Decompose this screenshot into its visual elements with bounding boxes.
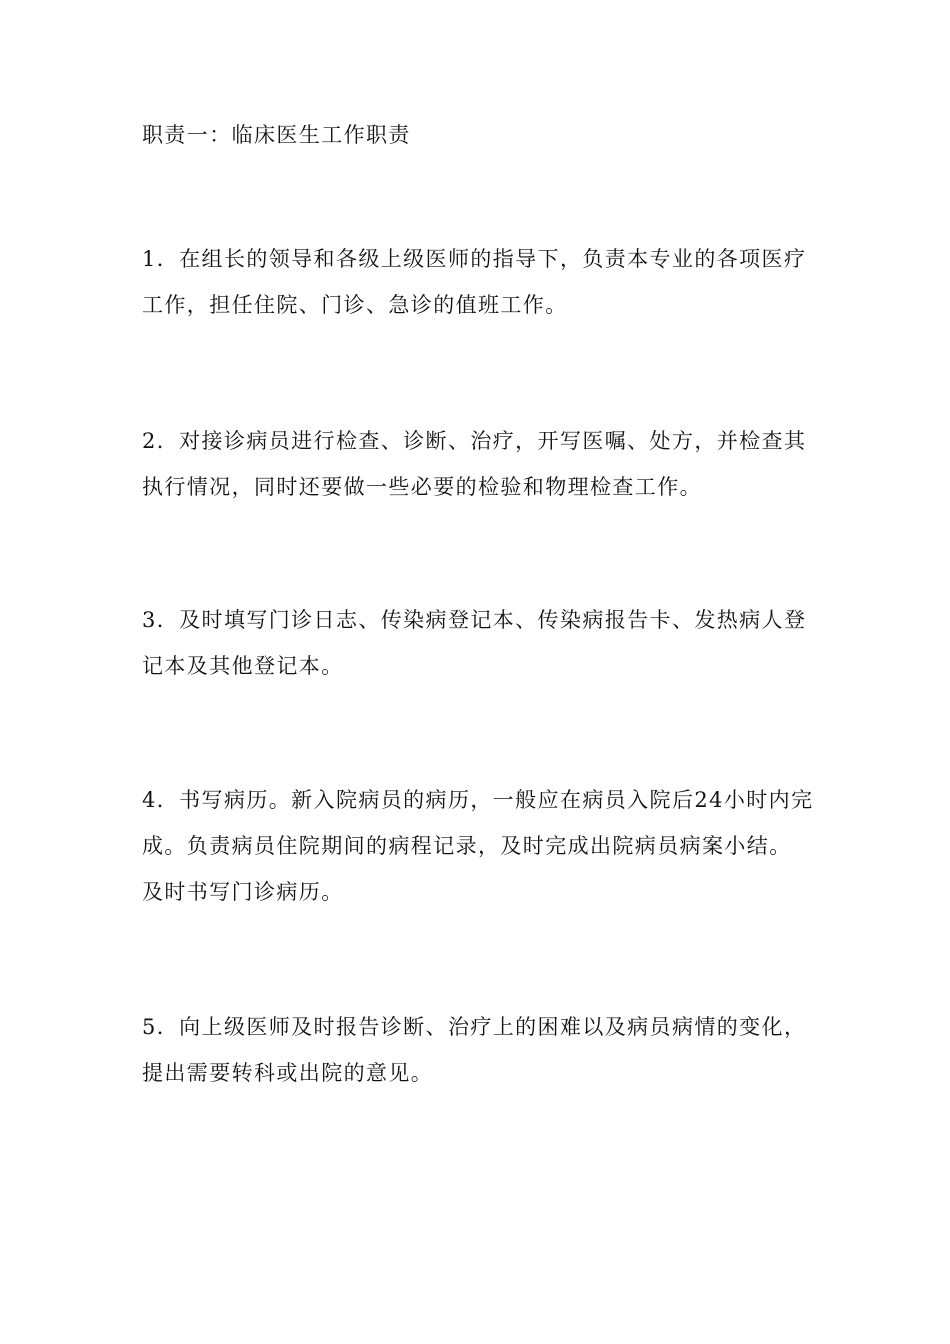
heading-text: 职责一：临床医生工作职责 — [142, 123, 411, 147]
duty-item-line: 成。负责病员住院期间的病程记录，及时完成出院病员病案小结。 — [142, 834, 792, 858]
duty-item-line: 3．及时填写门诊日志、传染病登记本、传染病报告卡、发热病人登 — [142, 608, 807, 632]
document-heading — [142, 112, 814, 158]
duty-item-line: 2．对接诊病员进行检查、诊断、治疗，开写医嘱、处方，并检查其 — [142, 429, 807, 453]
duty-item-line: 执行情况，同时还要做一些必要的检验和物理检查工作。 — [142, 475, 702, 499]
duty-item-5 — [142, 1004, 814, 1096]
duty-item-1 — [142, 236, 814, 328]
duty-item-line: 提出需要转科或出院的意见。 — [142, 1061, 434, 1085]
duty-item-3 — [142, 597, 814, 689]
duty-item-2 — [142, 418, 814, 510]
duty-item-line: 4．书写病历。新入院病员的病历，一般应在病员入院后24小时内完 — [142, 788, 814, 812]
duty-item-line: 工作，担任住院、门诊、急诊的值班工作。 — [142, 293, 568, 317]
duty-item-line: 记本及其他登记本。 — [142, 654, 344, 678]
duty-item-line: 5．向上级医师及时报告诊断、治疗上的困难以及病员病情的变化， — [142, 1015, 807, 1039]
duty-item-4 — [142, 777, 814, 915]
duty-item-line: 及时书写门诊病历。 — [142, 880, 344, 904]
duty-item-line: 1．在组长的领导和各级上级医师的指导下，负责本专业的各项医疗 — [142, 247, 807, 271]
